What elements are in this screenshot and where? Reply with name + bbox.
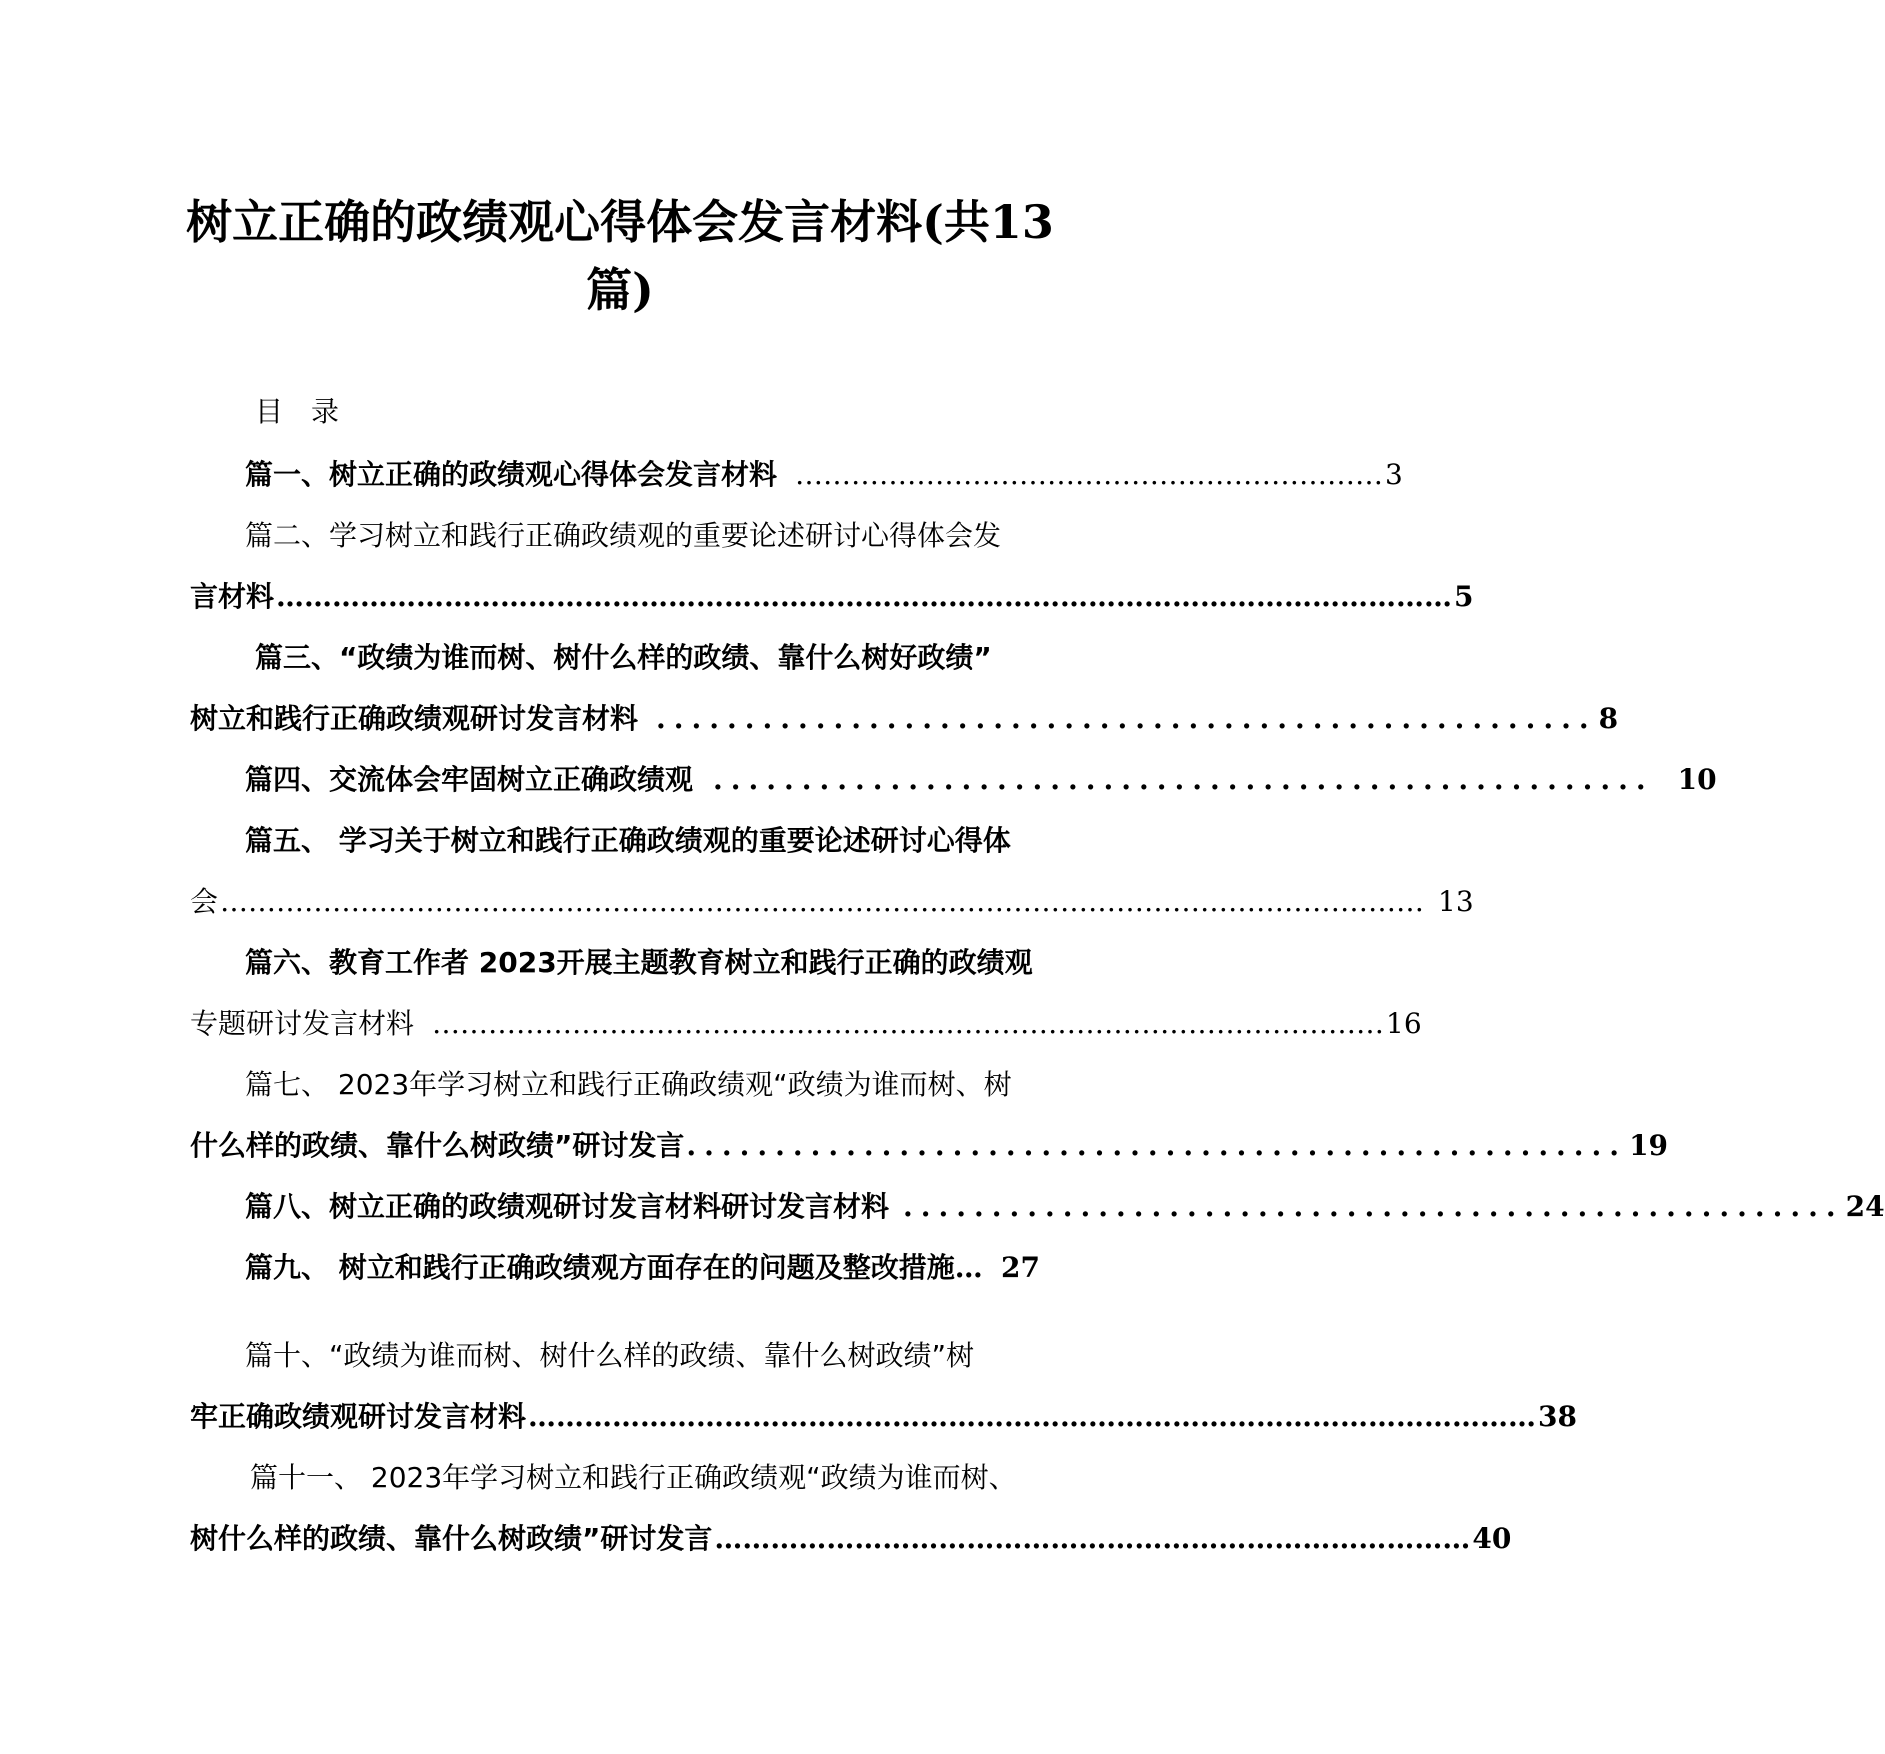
toc-entry-11-line-2[interactable] — [190, 1519, 1512, 1559]
toc-entry-9-page: 27 — [1001, 1251, 1040, 1284]
toc-entry-6-line-2[interactable] — [190, 1004, 1422, 1044]
toc-entry-8-title: 篇八、树立正确的政绩观研讨发言材料研讨发言材料 — [245, 1190, 890, 1223]
toc-entry-9[interactable] — [245, 1248, 1040, 1288]
toc-entry-11-line-1[interactable] — [250, 1458, 1065, 1498]
toc-entry-7-title-cont: 什么样的政绩、靠什么树政绩”研讨发言 — [190, 1129, 685, 1162]
toc-entry-6-line-1[interactable] — [245, 943, 1055, 983]
toc-entry-3-line-2[interactable] — [190, 699, 1619, 739]
toc-entry-8[interactable] — [245, 1187, 1885, 1227]
toc-entry-2-title: 篇二、学习树立和践行正确政绩观的重要论述研讨心得体会发 — [245, 519, 1002, 552]
toc-entry-10-title: 篇十、“政绩为谁而树、树什么样的政绩、靠什么树政绩”树 — [245, 1339, 975, 1372]
toc-entry-3-title: 篇三、“政绩为谁而树、树什么样的政绩、靠什么树好政绩” — [255, 641, 992, 674]
toc-entry-1-page: 3 — [1385, 458, 1403, 491]
toc-entry-4[interactable] — [245, 760, 1717, 800]
toc-entry-5-line-1[interactable] — [245, 821, 1045, 861]
toc-entry-11-title: 篇十一、 2023年学习树立和践行正确政绩观“政绩为谁而树、 — [250, 1461, 1017, 1494]
toc-entry-1-title: 篇一、树立正确的政绩观心得体会发言材料 — [245, 458, 778, 491]
toc-entry-4-title: 篇四、交流体会牢固树立正确政绩观 — [245, 763, 694, 796]
toc-entry-10-title-cont: 牢正确政绩观研讨发言材料 — [190, 1400, 527, 1433]
toc-entry-9-title: 篇九、 树立和践行正确政绩观方面存在的问题及整改措施 — [245, 1251, 955, 1284]
toc-leader: ……………………………………………………………………………………………………………… — [276, 580, 1453, 613]
toc-leader: ………………………………………………………………………………………………………………… — [220, 885, 1425, 918]
toc-leader: ..................................................... — [686, 1129, 1628, 1162]
toc-leader: … — [954, 1251, 983, 1284]
toc-entry-5-title: 篇五、 学习关于树立和践行正确政绩观的重要论述研讨心得体 — [245, 824, 1011, 857]
toc-entry-6-page: 16 — [1386, 1007, 1422, 1040]
toc-leader: ………………………………………………………………………………………… — [432, 1007, 1385, 1040]
toc-heading: 目录 — [255, 395, 368, 428]
toc-entry-6-title-cont: 专题研讨发言材料 — [190, 1007, 415, 1040]
toc-entry-10-line-1[interactable] — [245, 1336, 1055, 1376]
toc-entry-2-page: 5 — [1454, 580, 1474, 613]
toc-entry-5-line-2[interactable] — [190, 882, 1474, 922]
toc-entry-2-line-2[interactable] — [190, 577, 1474, 617]
toc-entry-11-title-cont: 树什么样的政绩、靠什么树政绩”研讨发言 — [190, 1522, 713, 1555]
toc-entry-6-title: 篇六、教育工作者 2023开展主题教育树立和践行正确的政绩观 — [245, 946, 1033, 979]
toc-leader: ..................................................... — [713, 763, 1654, 796]
toc-entry-3-page: 8 — [1598, 702, 1619, 735]
toc-entry-2-title-cont: 言材料 — [190, 580, 275, 613]
toc-entry-5-title-cont: 会 — [190, 885, 219, 918]
toc-entry-3-line-1[interactable] — [255, 638, 1055, 678]
toc-leader: ……………………………………………………………………… — [714, 1522, 1471, 1555]
page-title: 树立正确的政绩观心得体会发言材料(共13篇) — [186, 195, 1054, 317]
toc-entry-11-page: 40 — [1472, 1522, 1512, 1555]
toc-entry-10-line-2[interactable] — [190, 1397, 1577, 1437]
toc-leader: ……………………………………………………… — [795, 458, 1384, 491]
toc-entry-7-line-2[interactable] — [190, 1126, 1669, 1166]
toc-entry-3-title-cont: 树立和践行正确政绩观研讨发言材料 — [190, 702, 639, 735]
toc-entry-10-page: 38 — [1538, 1400, 1577, 1433]
toc-entry-5-page: 13 — [1438, 885, 1474, 918]
toc-entry-8-page: 24 — [1845, 1190, 1885, 1223]
toc-entry-7-page: 19 — [1629, 1129, 1669, 1162]
toc-entry-1[interactable] — [245, 455, 1403, 495]
toc-entry-7-title: 篇七、 2023年学习树立和践行正确政绩观“政绩为谁而树、树 — [245, 1068, 1012, 1101]
toc-leader: ..................................................... — [903, 1190, 1844, 1223]
toc-entry-2-line-1[interactable] — [245, 516, 1045, 556]
toc-leader: ……………………………………………………………………………………………… — [528, 1400, 1537, 1433]
toc-leader: ..................................................... — [656, 702, 1597, 735]
toc-entry-7-line-1[interactable] — [245, 1065, 1055, 1105]
toc-entry-4-page: 10 — [1677, 763, 1717, 796]
